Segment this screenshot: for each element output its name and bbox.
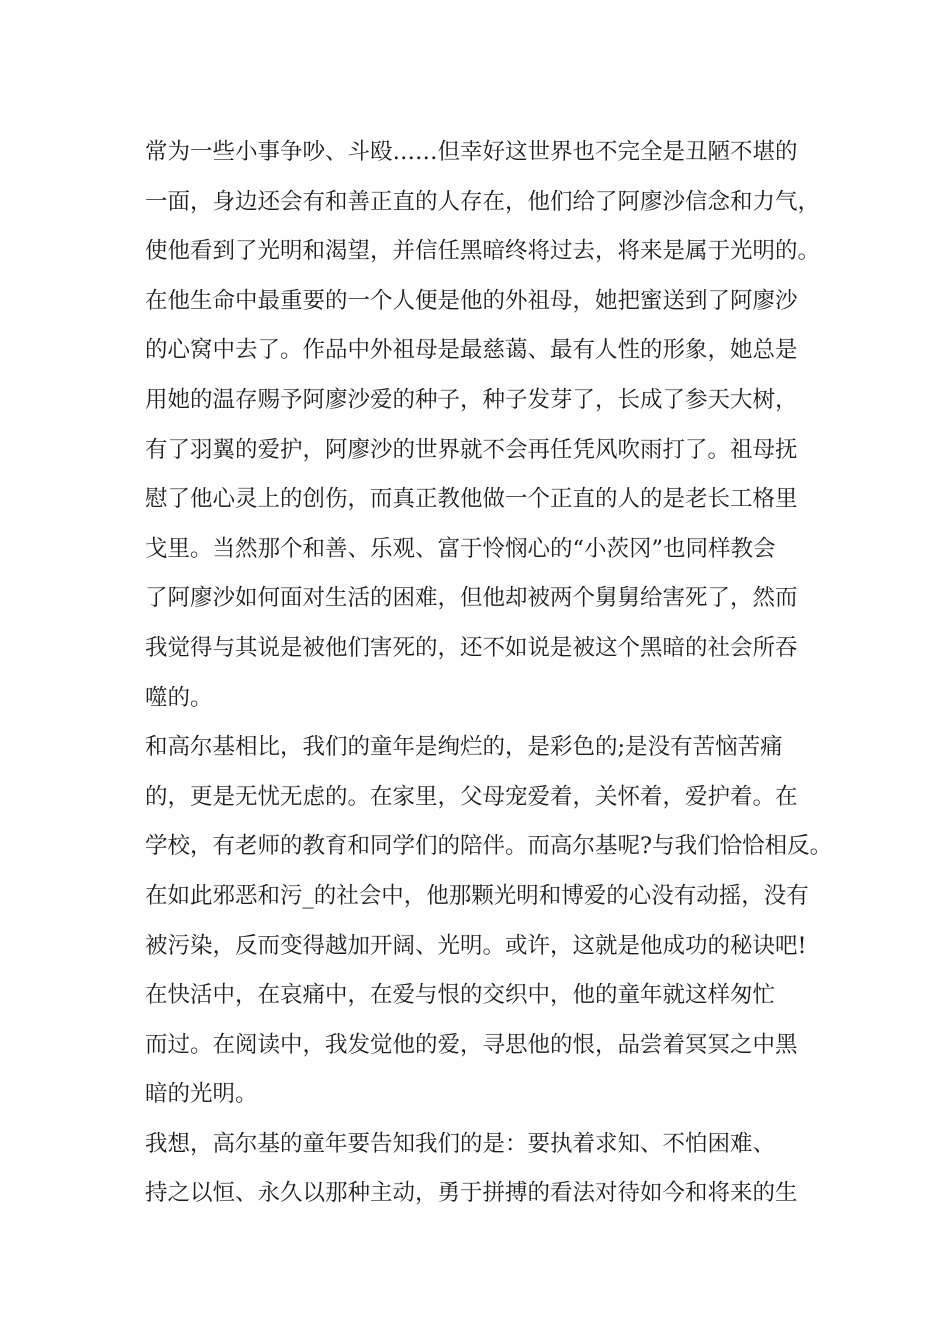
text-line: 我想，高尔基的童年要告知我们的是：要执着求知、不怕困难、	[145, 1130, 776, 1157]
body-text	[145, 128, 833, 1219]
text-line: 了阿廖沙如何面对生活的困难，但他却被两个舅舅给害死了，然而	[145, 585, 798, 612]
text-line: 而过。在阅读中，我发觉他的爱，寻思他的恨，品尝着冥冥之中黑	[145, 1031, 798, 1058]
text-line: 戈里。当然那个和善、乐观、富于怜悯心的“小茨冈”也同样教会	[145, 535, 776, 562]
text-line: 的心窝中去了。作品中外祖母是最慈蔼、最有人性的形象，她总是	[145, 337, 798, 364]
text-line: 和高尔基相比，我们的童年是绚烂的，是彩色的;是没有苦恼苦痛	[145, 734, 783, 761]
text-line: 持之以恒、永久以那种主动，勇于拼搏的看法对待如今和将来的生	[145, 1180, 798, 1207]
text-line: 我觉得与其说是被他们害死的，还不如说是被这个黑暗的社会所吞	[145, 634, 798, 661]
text-line: 在快活中，在哀痛中，在爱与恨的交织中，他的童年就这样匆忙	[145, 982, 776, 1009]
text-line: 一面，身边还会有和善正直的人存在，他们给了阿廖沙信念和力气，	[145, 188, 821, 215]
text-line: 在如此邪恶和污_的社会中，他那颗光明和博爱的心没有动摇，没有	[145, 882, 809, 909]
text-line: 暗的光明。	[145, 1081, 258, 1108]
text-line: 使他看到了光明和渴望，并信任黑暗终将过去，将来是属于光明的。	[145, 238, 821, 265]
text-line: 的，更是无忧无虑的。在家里，父母宠爱着，关怀着，爱护着。在	[145, 783, 798, 810]
text-line: 有了羽翼的爱护，阿廖沙的世界就不会再任凭风吹雨打了。祖母抚	[145, 436, 798, 463]
text-line: 慰了他心灵上的创伤，而真正教他做一个正直的人的是老长工格里	[145, 486, 798, 513]
text-line: 用她的温存赐予阿廖沙爱的种子，种子发芽了，长成了参天大树，	[145, 386, 798, 413]
text-line: 被污染，反而变得越加开阔、光明。或许，这就是他成功的秘诀吧!	[145, 932, 807, 959]
text-line: 常为一些小事争吵、斗殴……但幸好这世界也不完全是丑陋不堪的	[145, 139, 798, 165]
text-line: 在他生命中最重要的一个人便是他的外祖母，她把蜜送到了阿廖沙	[145, 287, 798, 314]
text-line: 学校，有老师的教育和同学们的陪伴。而高尔基呢?与我们恰恰相反。	[145, 833, 833, 860]
text-line: 噬的。	[145, 684, 213, 711]
